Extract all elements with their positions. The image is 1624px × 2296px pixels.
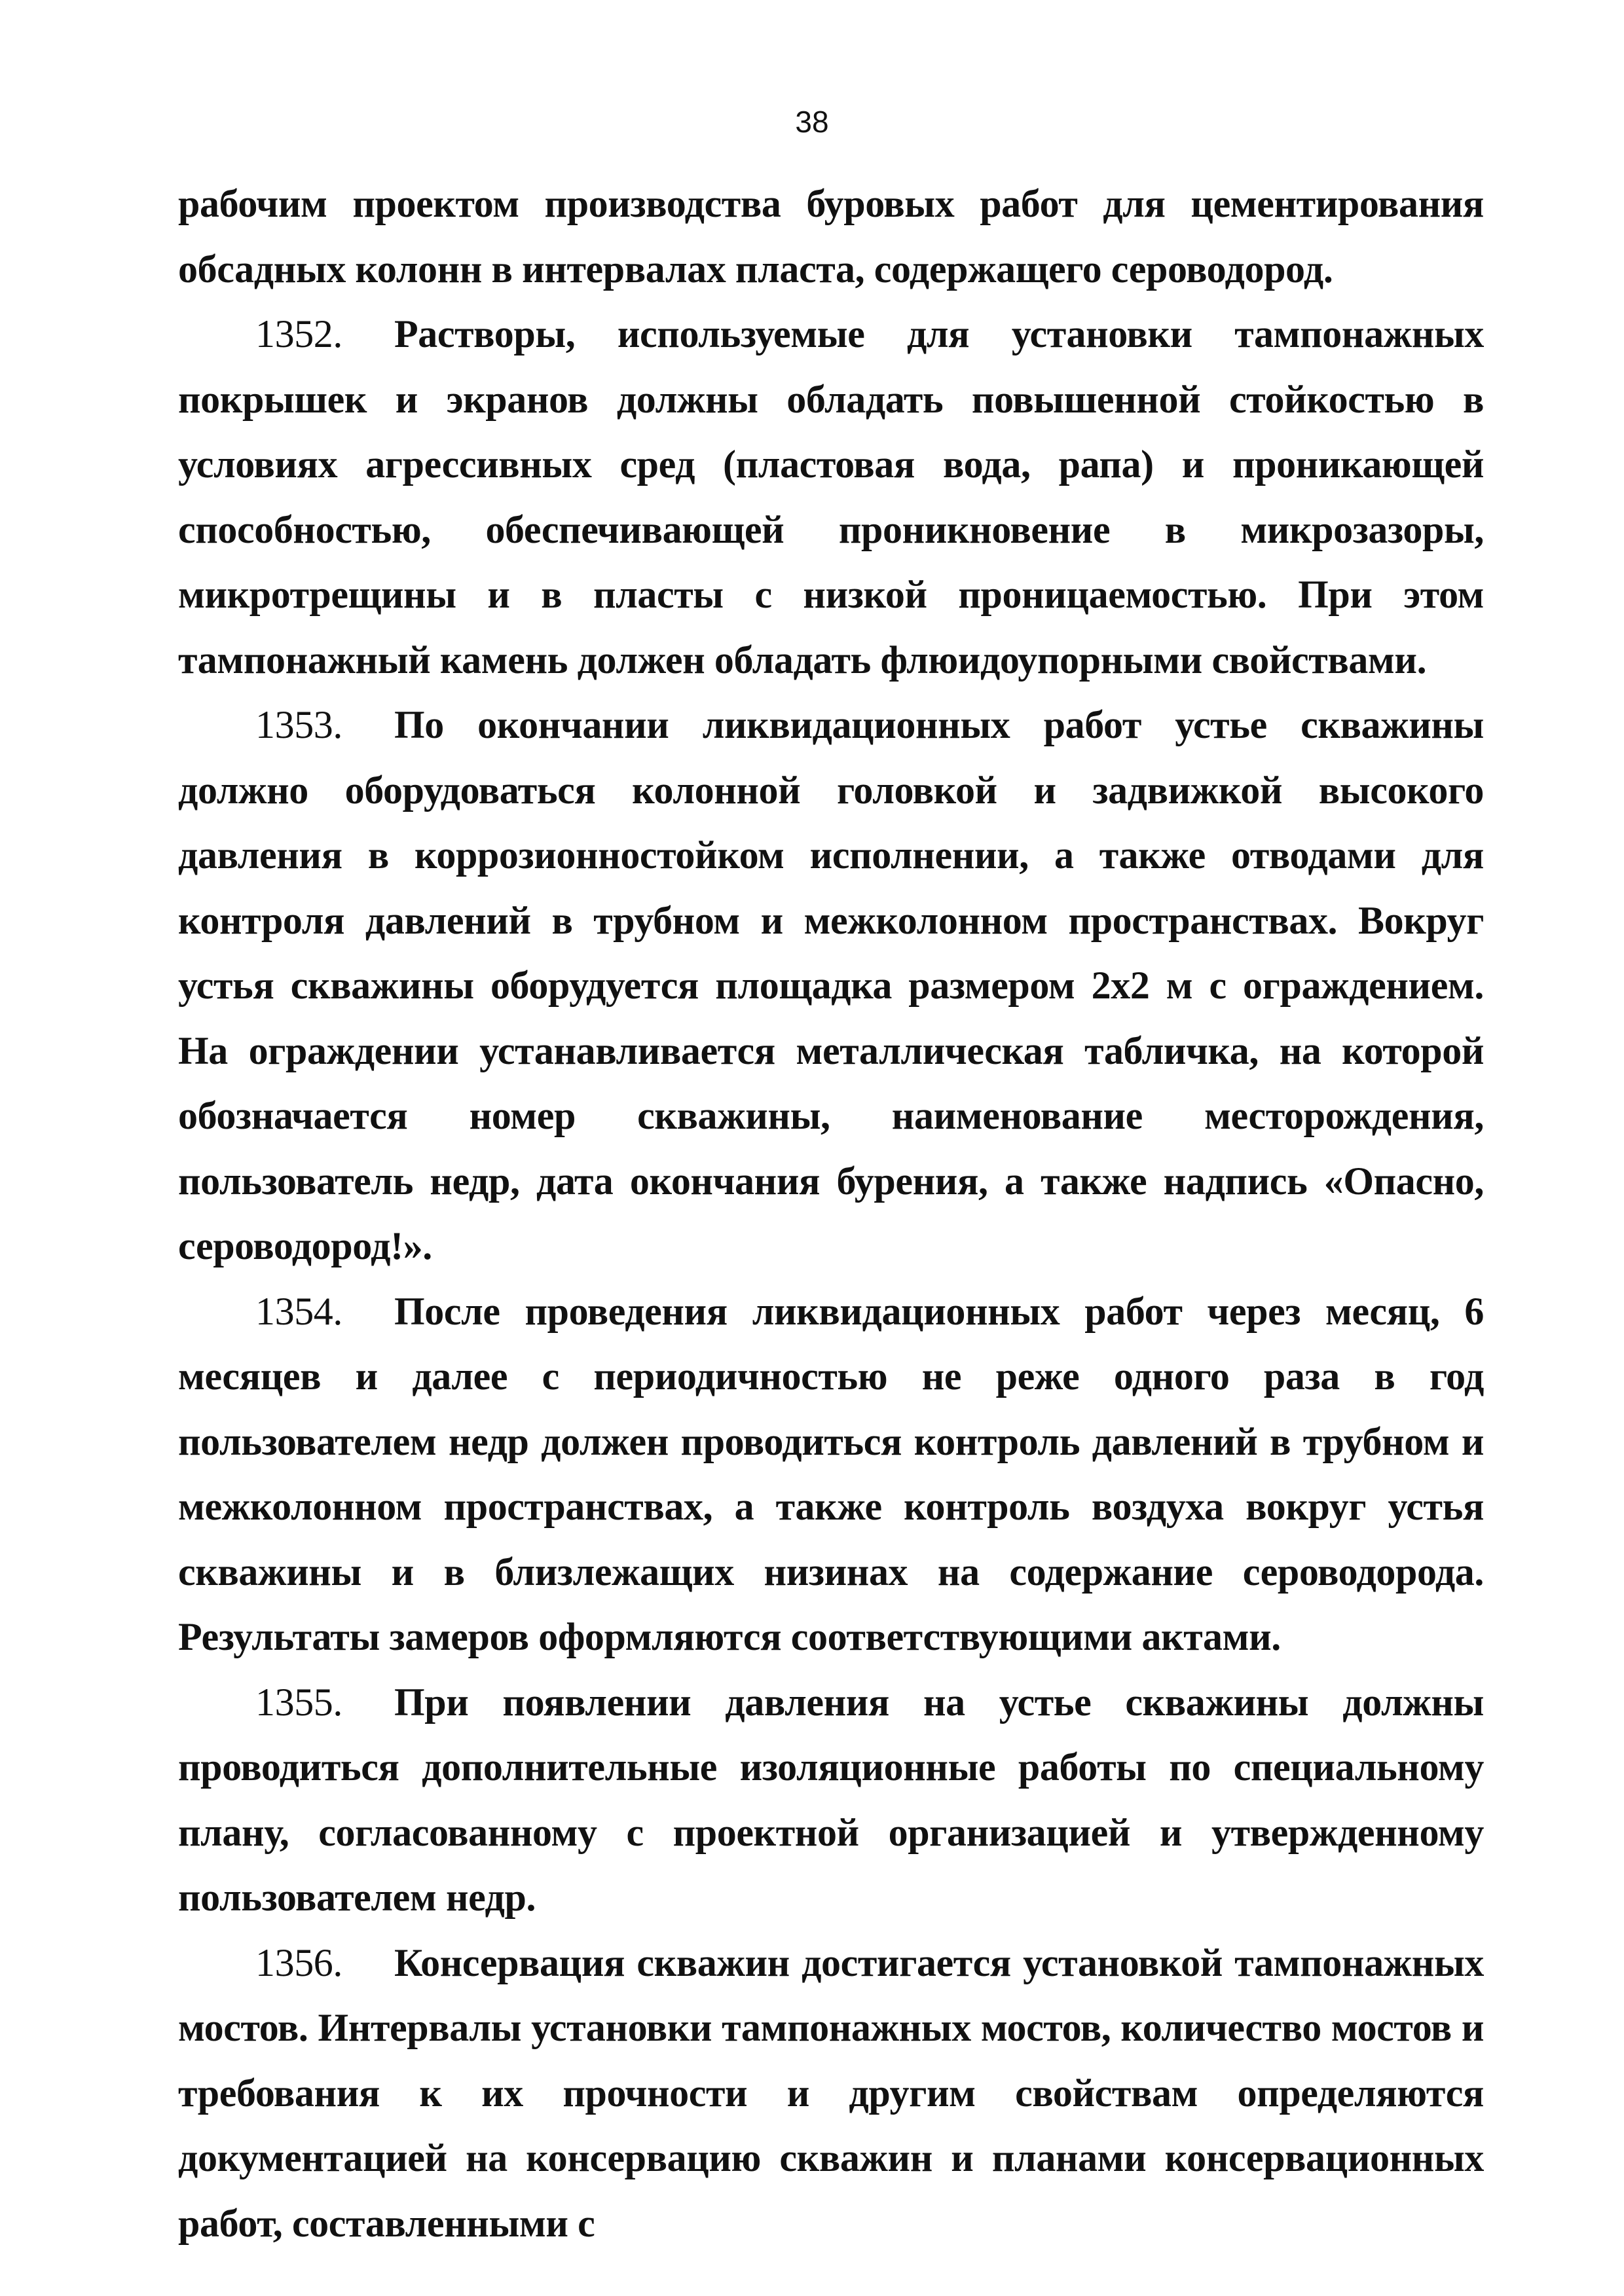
page-number: 38 <box>795 105 829 139</box>
document-body <box>178 172 1484 2256</box>
paragraph-number: 1354. <box>255 1289 343 1333</box>
paragraph-text: Растворы, используемые для установки тампонажных покрышек и экранов должны обладать повышенной стойкостью в условиях агрессивных сред (пластовая вода, рапа) и проникающей способностью, обеспечивающей проникновение в микрозазоры, микротрещины и в пласты с низкой проницаемостью. При этом тампонажный камень должен обладать флюидоупорными свойствами. <box>178 312 1484 682</box>
paragraph-1355 <box>178 1670 1484 1931</box>
paragraph-number: 1353. <box>255 703 343 746</box>
paragraph-1354 <box>178 1279 1484 1670</box>
paragraph-text: После проведения ликвидационных работ через месяц, 6 месяцев и далее с периодичностью не реже одного раза в год пользователем недр должен проводиться контроль давлений в трубном и межколонном пространствах, а также контроль воздуха вокруг устья скважины и в близлежащих низинах на содержание сероводорода. Результаты замеров оформляются соответствующими актами. <box>178 1289 1484 1658</box>
paragraph-text: При появлении давления на устье скважины должны проводиться дополнительные изоляционные работы по специальному плану, согласованному с проектной организацией и утвержденному пользователем недр. <box>178 1680 1484 1919</box>
paragraph-number: 1355. <box>255 1680 343 1724</box>
paragraph-text: По окончании ликвидационных работ устье скважины должно оборудоваться колонной головкой и задвижкой высокого давления в коррозионностойком исполнении, а также отводами для контроля давлений в трубном и межколонном пространствах. Вокруг устья скважины оборудуется площадка размером 2х2 м с ограждением. На ограждении устанавливается металлическая табличка, на которой обозначается номер скважины, наименование месторождения, пользователь недр, дата окончания бурения, а также надпись «Опасно, сероводород!». <box>178 703 1484 1267</box>
paragraph-text: рабочим проектом производства буровых работ для цементирования обсадных колонн в интервалах пласта, содержащего сероводород. <box>178 182 1484 291</box>
paragraph-1353 <box>178 693 1484 1279</box>
paragraph-1352 <box>178 302 1484 693</box>
paragraph-number: 1352. <box>255 312 343 355</box>
paragraph-continuation <box>178 172 1484 302</box>
paragraph-1356 <box>178 1931 1484 2257</box>
paragraph-text: Консервация скважин достигается установкой тампонажных мостов. Интервалы установки тампонажных мостов, количество мостов и требования к их прочности и другим свойствам определяются документацией на консервацию скважин и планами консервационных работ, составленными с <box>178 1941 1484 2245</box>
paragraph-number: 1356. <box>255 1941 343 1984</box>
